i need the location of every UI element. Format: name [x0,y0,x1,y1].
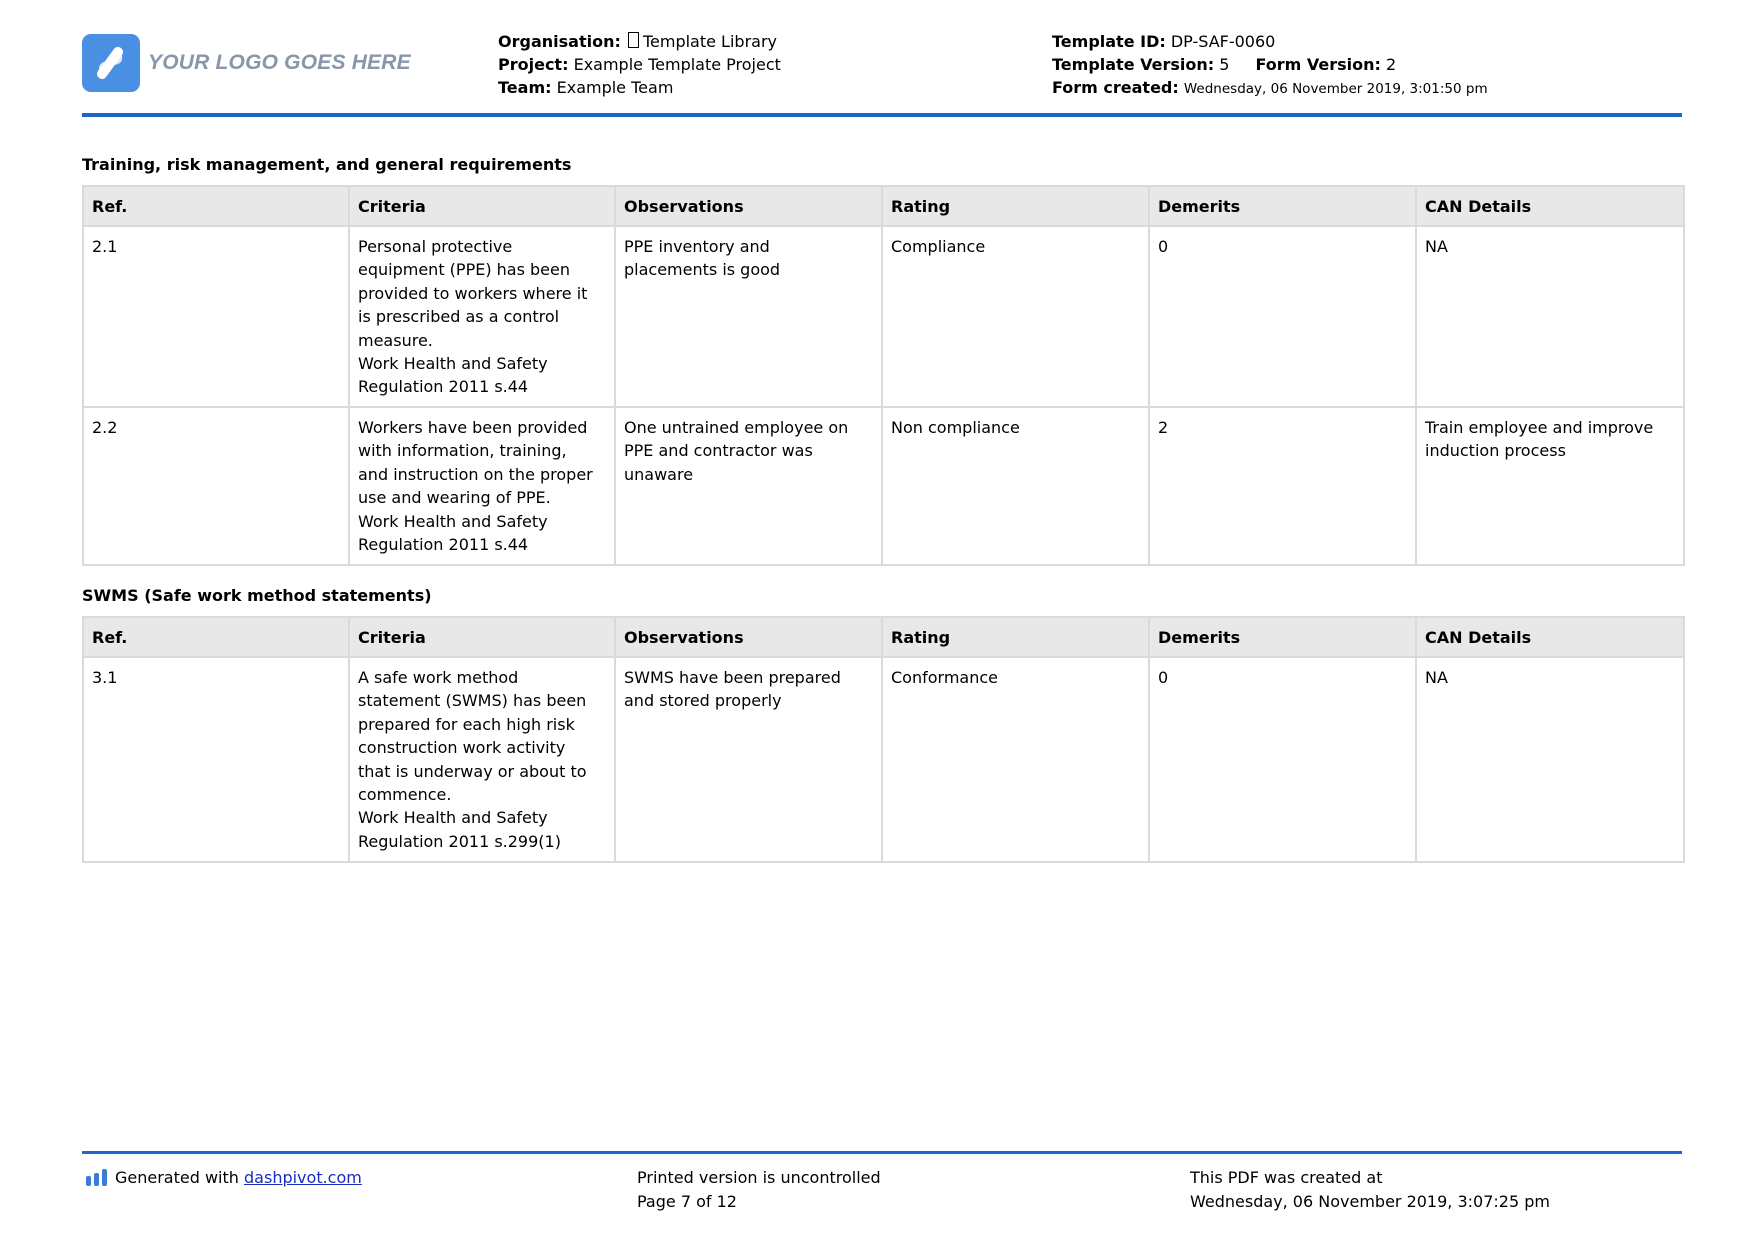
criteria-table [82,185,1685,566]
column-header-demerits: Demerits [1149,186,1416,226]
team-value: Example Team [556,78,674,97]
column-header-ref: Ref. [83,617,349,657]
template-id-label: Template ID: [1052,32,1166,51]
footer-generated [85,1166,362,1190]
dashpivot-bars-icon [85,1168,109,1186]
template-version-label: Template Version: [1052,55,1215,74]
column-header-demerits: Demerits [1149,617,1416,657]
template-id-value: DP-SAF-0060 [1170,32,1276,51]
table-row [83,407,1684,565]
cell-can-details: NA [1416,657,1684,862]
project-value: Example Template Project [573,55,781,74]
footer-created [1190,1166,1550,1213]
team-line [498,76,781,99]
pdf-created-label: This PDF was created at [1190,1168,1383,1187]
form-created-line [1052,76,1488,101]
cell-observations: One untrained employee on PPE and contractor was unaware [615,407,882,565]
cell-rating: Conformance [882,657,1149,862]
logo-icon [82,34,140,92]
column-header-rating: Rating [882,186,1149,226]
uncontrolled-note: Printed version is uncontrolled [637,1168,881,1187]
cell-can-details: Train employee and improve induction process [1416,407,1684,565]
cell-rating: Non compliance [882,407,1149,565]
page-header [82,0,1682,117]
project-label: Project: [498,55,569,74]
column-header-criteria: Criteria [349,617,615,657]
footer-page-info [637,1166,881,1213]
column-header-rating: Rating [882,617,1149,657]
cell-ref: 3.1 [83,657,349,862]
table-header-row [83,617,1684,657]
cell-criteria: Personal protective equipment (PPE) has been provided to workers where it is prescribed as a control measure. Work Health and Safety Regulation 2011 s.44 [349,226,615,407]
cell-criteria: Workers have been provided with information, training, and instruction on the proper use and wearing of PPE. Work Health and Safety Regulation 2011 s.44 [349,407,615,565]
footer-divider [82,1151,1682,1154]
template-id-line [1052,30,1488,53]
table-row [83,226,1684,407]
template-version-value: 5 [1219,55,1230,74]
cell-demerits: 0 [1149,226,1416,407]
cell-can-details: NA [1416,226,1684,407]
column-header-ref: Ref. [83,186,349,226]
cell-rating: Compliance [882,226,1149,407]
form-created-label: Form created: [1052,78,1179,97]
form-version-value: 2 [1385,55,1397,74]
column-header-can-details: CAN Details [1416,186,1684,226]
table-header-row [83,186,1684,226]
section-title: SWMS (Safe work method statements) [82,586,432,605]
header-template-info [1052,30,1488,101]
organisation-line [498,30,781,53]
cell-observations: SWMS have been prepared and stored properly [615,657,882,862]
column-header-observations: Observations [615,186,882,226]
logo [82,34,411,92]
cell-ref: 2.1 [83,226,349,407]
table-row [83,657,1684,862]
page-number: Page 7 of 12 [637,1191,737,1211]
cell-ref: 2.2 [83,407,349,565]
header-project-info [498,30,781,99]
project-line [498,53,781,76]
logo-text: YOUR LOGO GOES HERE [148,51,411,74]
pdf-created-value: Wednesday, 06 November 2019, 3:07:25 pm [1190,1191,1550,1211]
cell-criteria: A safe work method statement (SWMS) has been prepared for each high risk construction work activity that is underway or about to commence. Work Health and Safety Regulation 2011 s.299(1) [349,657,615,862]
form-version-label: Form Version: [1255,55,1381,74]
cell-demerits: 2 [1149,407,1416,565]
cell-observations: PPE inventory and placements is good [615,226,882,407]
swms-table [82,616,1685,863]
dashpivot-link[interactable]: dashpivot.com [244,1168,362,1187]
generated-with-text: Generated with [115,1168,239,1187]
column-header-criteria: Criteria [349,186,615,226]
version-line [1052,53,1488,76]
column-header-can-details: CAN Details [1416,617,1684,657]
section-title: Training, risk management, and general requirements [82,155,572,174]
organisation-icon [628,32,639,48]
team-label: Team: [498,78,552,97]
organisation-value: Template Library [642,32,777,51]
form-created-value: Wednesday, 06 November 2019, 3:01:50 pm [1183,81,1488,97]
column-header-observations: Observations [615,617,882,657]
cell-demerits: 0 [1149,657,1416,862]
organisation-label: Organisation: [498,32,621,51]
